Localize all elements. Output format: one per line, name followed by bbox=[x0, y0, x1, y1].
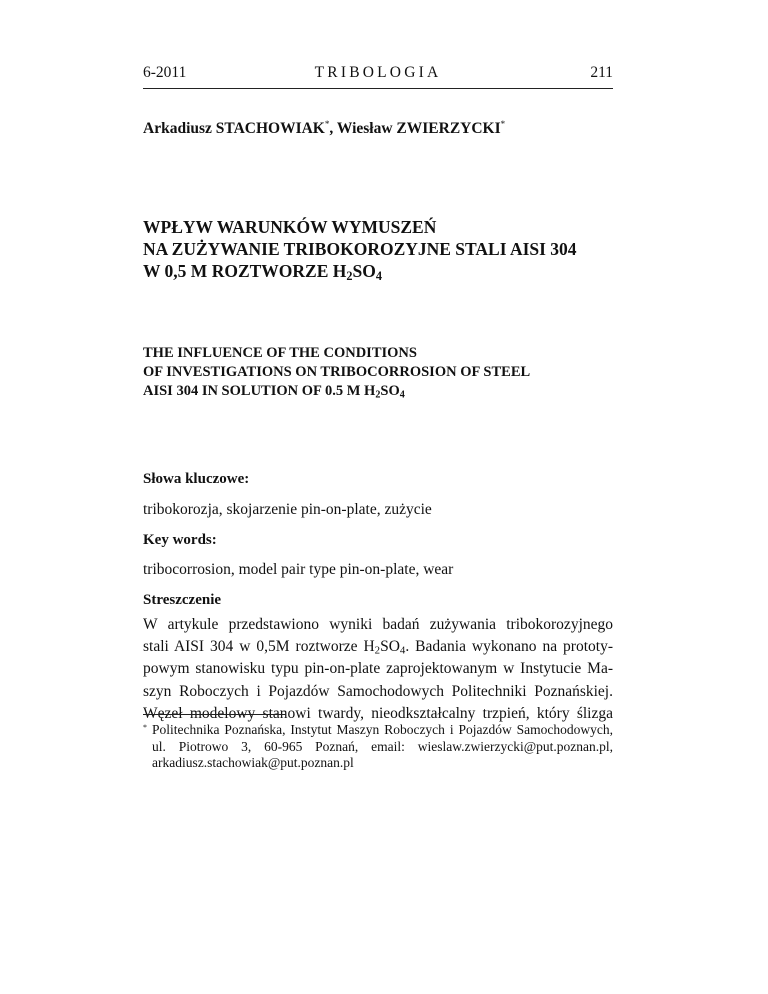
footnote-marker: * bbox=[324, 119, 330, 129]
keywords-pl-text: tribokorozja, skojarzenie pin-on-plate, zużycie bbox=[143, 501, 432, 518]
author-line bbox=[143, 119, 505, 138]
title-polish bbox=[143, 216, 613, 287]
abstract-line: powym stanowisku typu pin-on-plate zaprojektowanym w Instytucie Ma- bbox=[143, 660, 613, 678]
author-separator: , bbox=[329, 120, 337, 137]
footnote-line: * Politechnika Poznańska, Instytut Maszyn Roboczych i Pojazdów Samochodowych, bbox=[143, 722, 613, 737]
footnote bbox=[143, 722, 613, 772]
title-line: THE INFLUENCE OF THE CONDITIONS bbox=[143, 345, 417, 361]
journal-name: TRIBOLOGIA bbox=[314, 64, 442, 81]
page-number: 211 bbox=[590, 64, 613, 81]
keywords-pl-heading: Słowa kluczowe: bbox=[143, 471, 250, 487]
abstract-heading: Streszczenie bbox=[143, 592, 222, 608]
title-line: W 0,5 M ROZTWORZE $H_2SO_4$ bbox=[143, 261, 382, 284]
abstract-line: W artykule przedstawiono wyniki badań zużywania tribokorozyjnego bbox=[143, 616, 613, 633]
keywords-en-text: tribocorrosion, model pair type pin-on-plate, wear bbox=[143, 561, 454, 578]
author-name: Arkadiusz STACHOWIAK bbox=[143, 120, 325, 137]
title-line: OF INVESTIGATIONS ON TRIBOCORROSION OF STEEL bbox=[143, 364, 531, 380]
abstract-line: szyn Roboczych i Pojazdów Samochodowych Politechniki Poznańskiej. bbox=[143, 682, 613, 700]
title-line: WPŁYW WARUNKÓW WYMUSZEŃ bbox=[143, 217, 437, 237]
title-line: NA ZUŻYWANIE TRIBOKOROZYJNE STALI AISI 304 bbox=[143, 239, 577, 259]
footnote-marker: * bbox=[500, 119, 506, 129]
footnote-line: ul. Piotrowo 3, 60-965 Poznań, email: wieslaw.zwierzycki@put.poznan.pl, bbox=[152, 738, 613, 754]
issue-label: 6-2011 bbox=[143, 64, 187, 81]
abstract-body bbox=[143, 614, 613, 725]
footnote-marker: * bbox=[143, 723, 147, 732]
footnote-divider bbox=[143, 714, 286, 715]
abstract-line: stali AISI 304 w 0,5M roztworze $H_2SO_4$. Badania wykonano na prototy- bbox=[143, 638, 613, 657]
footnote-line: arkadiusz.stachowiak@put.poznan.pl bbox=[152, 755, 354, 770]
title-line: AISI 304 IN SOLUTION OF 0.5 M $H_2SO_4$ bbox=[143, 383, 405, 401]
author-name: Wiesław ZWIERZYCKI bbox=[336, 120, 501, 137]
keywords-en-heading: Key words: bbox=[143, 532, 217, 548]
abstract-line: Węzeł modelowy stanowi twardy, nieodkształcalny trzpień, który ślizga bbox=[143, 704, 613, 722]
title-english bbox=[143, 344, 613, 405]
running-header bbox=[143, 64, 613, 89]
